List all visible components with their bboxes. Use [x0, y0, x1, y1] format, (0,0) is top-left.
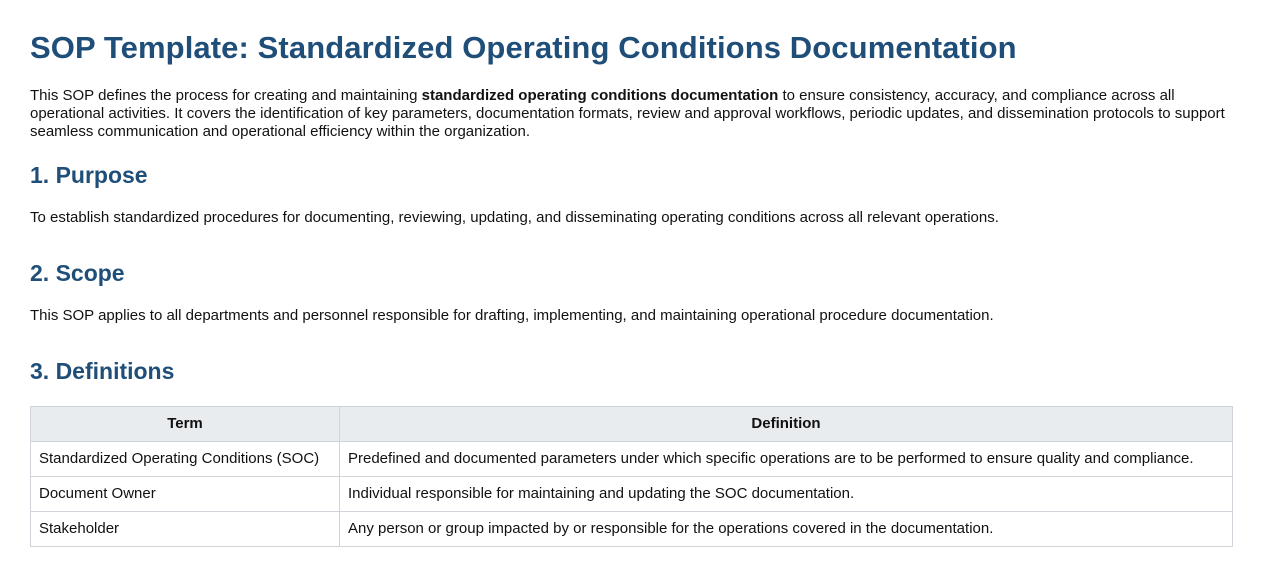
- section-heading-scope: 2. Scope: [30, 260, 125, 286]
- term-cell: Stakeholder: [31, 512, 340, 547]
- intro-paragraph: [30, 87, 1233, 141]
- intro-text-after: to ensure consistency, accuracy, and compliance across all operational activities. It covers the identification of key parameters, documentation formats, review and approval workflows, periodic updates, and dissemination protocols to support seamless communication and operational efficiency within the organization.: [30, 87, 1225, 140]
- section-heading-purpose: 1. Purpose: [30, 162, 148, 188]
- table-row: [31, 477, 1233, 512]
- definition-cell: Predefined and documented parameters under which specific operations are to be performed to ensure quality and compliance.: [340, 442, 1233, 477]
- term-cell: Standardized Operating Conditions (SOC): [31, 442, 340, 477]
- definitions-table: [30, 406, 1233, 547]
- intro-text-bold: standardized operating conditions documentation: [421, 87, 779, 104]
- table-row: [31, 442, 1233, 477]
- column-header-term: Term: [31, 407, 340, 442]
- term-cell: Document Owner: [31, 477, 340, 512]
- page-title: SOP Template: Standardized Operating Conditions Documentation: [30, 30, 1017, 65]
- column-header-definition: Definition: [340, 407, 1233, 442]
- intro-text-before: This SOP defines the process for creating and maintaining: [30, 87, 422, 104]
- definitions-table-header-row: [31, 407, 1233, 442]
- purpose-text: To establish standardized procedures for documenting, reviewing, updating, and disseminating operating conditions across all relevant operations.: [30, 209, 999, 226]
- section-heading-definitions: 3. Definitions: [30, 358, 175, 384]
- definition-cell: Individual responsible for maintaining and updating the SOC documentation.: [340, 477, 1233, 512]
- table-row: [31, 512, 1233, 547]
- scope-text: This SOP applies to all departments and personnel responsible for drafting, implementing, and maintaining operational procedure documentation.: [30, 307, 994, 324]
- definition-cell: Any person or group impacted by or responsible for the operations covered in the documentation.: [340, 512, 1233, 547]
